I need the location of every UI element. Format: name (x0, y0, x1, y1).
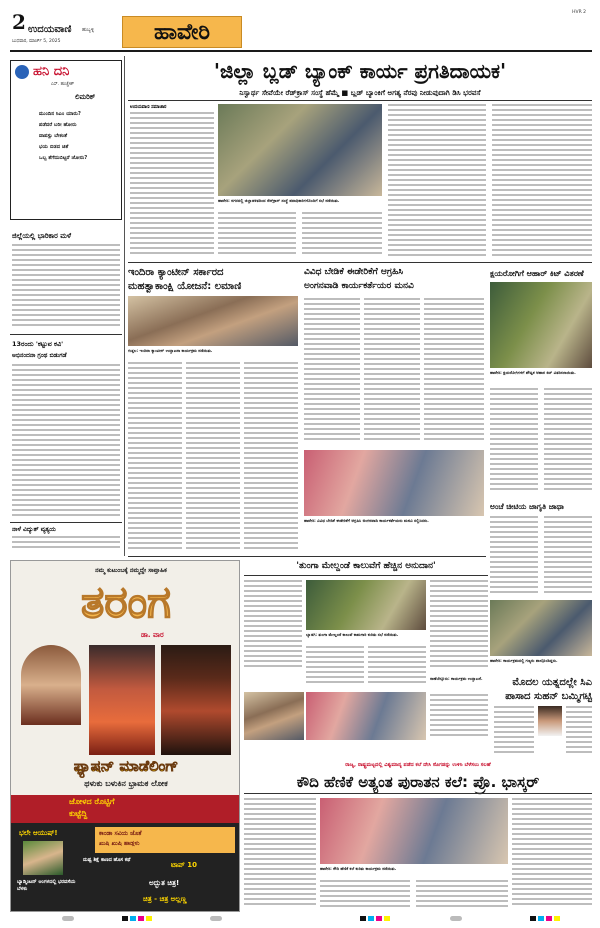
kauda-photo (320, 798, 508, 864)
tb-body-col2 (544, 388, 592, 496)
column-name: ಹನಿ ದನಿ (33, 64, 70, 79)
tunga-headline: 'ತುಂಗಾ ಮೇಲ್ದಂಡೆ ಕಾಲುವೆಗೆ ಹೆಚ್ಚಿನ ಅನುದಾನ' (296, 561, 436, 571)
kauda-body-col4 (512, 798, 592, 910)
sidebar-divider (10, 334, 122, 335)
tb-body-col1 (490, 388, 538, 496)
ad-food-band (11, 795, 240, 823)
first-headline: ಮೊದಲ ಯತ್ನದಲ್ಲೇ ಸಿಎ (512, 677, 592, 688)
ad-feature-sub: ಥಳುಕು ಬಳುಕಿನ ಭ್ರಾಮಕ ಲೋಕ (84, 779, 168, 788)
poem-line: ಮುಂದಿನ ಸಿಎಂ ಯಾರು? (39, 111, 81, 117)
kauda-headline: ಕೌದಿ ಹೆಣಿಕೆ ಅತ್ಯಂತ ಪುರಾತನ ಕಲೆ: ಪ್ರೊ. ಭಾಸ್ಕರ್ (296, 773, 540, 791)
ad-food-line1: ಜೋಳದ ರೊಟ್ಟಿಗೆ (69, 797, 115, 806)
taranga-ad (10, 560, 240, 912)
lead-dateline: ಉದಯವಾಣಿ ಸಮಾಚಾರ (130, 105, 167, 110)
canteen-body-col1 (128, 362, 182, 556)
registration-dot (138, 916, 144, 921)
ad-feature: ಫ್ಯಾಷನ್ ಮಾಡೆಲಿಂಗ್ (73, 757, 179, 775)
lead-bottom-rule (128, 262, 592, 263)
first-headline-2: ಪಾಸಾದ ಸುಹನ್ ಬಮ್ಮಿಗಟ್ಟಿ (505, 691, 592, 702)
ad-promo1: ಭಲೇ ಆಯುಷ್! (19, 829, 58, 837)
masthead (10, 8, 592, 60)
first-body-col1 (494, 706, 534, 760)
tunga-body-col1 (244, 580, 302, 670)
registration-dot (530, 916, 536, 921)
column-logo-icon (15, 65, 29, 79)
registration-dot (554, 916, 560, 921)
kauda-body-col2 (320, 880, 410, 910)
poem-line: ಒಬ್ಬ ತೆಗೆದುಬಿಟ್ಟರೆ ಜೋರು? (39, 155, 88, 161)
sidebar-story2-body (12, 364, 120, 520)
registration-dot (360, 916, 366, 921)
lead-body-col5 (492, 104, 592, 260)
sidebar (10, 56, 122, 554)
ad-food-line2: ಕುಟ್ಟೆದ್ದಿ (69, 809, 88, 818)
page-tag: HVR 2 (572, 10, 586, 15)
canteen-body-col2 (186, 362, 240, 556)
registration-dot (130, 916, 136, 921)
lead-body-col4 (388, 104, 486, 260)
sidebar-divider (10, 522, 122, 523)
registration-dot (122, 916, 128, 921)
masthead-rule (10, 50, 592, 52)
mid-rule (128, 556, 486, 557)
paper-name: ಉದಯವಾಣಿ (28, 24, 72, 35)
lead-photo-caption: ಹಾವೇರಿ: ನಗರದಲ್ಲಿ ಜಿಲ್ಲಾಡಳಿತದಿಂದ ರೆಡ್‌ಕ್ರಾಸ್ ಸಂಸ್ಥೆ ಪದಾಧಿಕಾರಿಗಳೊಂದಿಗೆ ಸಭೆ ನಡೆಯಿತು. (218, 198, 340, 203)
ad-top-line: ನಮ್ಮ ಕುಟುಂಬಕ್ಕೆ ನಮ್ಮದ್ದೇ ಸಾಪ್ತಾಹಿಕ (95, 567, 167, 574)
ad-promo5: ದುಷ್ಟ ಶಿಕ್ಷೆ ಕಾಣದ ಹೊಸ ಕಥೆ (83, 857, 131, 863)
canteen-photo-caption: ಗುತ್ತಲ: ಇಂದಿರಾ ಕ್ಯಾಂಟೀನ್ ಉದ್ಘಾಟನಾ ಕಾರ್ಯಕ್ರಮ ನಡೆಯಿತು. (128, 348, 213, 353)
tunga-photo-caption: ಬ್ಯಾಡಗಿ: ತುಂಗಾ ಮೇಲ್ದಂಡೆ ಕಾಲುವೆ ಕಾಮಗಾರಿ ಕುರಿತು ಸಭೆ ನಡೆಯಿತು. (306, 632, 399, 637)
ad-promo2: ಕಾಂಡಾ ಸವಿಯ ಜೊತೆ (99, 830, 142, 837)
registration-dot (146, 916, 152, 921)
first-photo (490, 600, 592, 656)
sidebar-story3-title: ನಾಳೆ ವಿದ್ಯುತ್ ವ್ಯತ್ಯಯ (12, 526, 56, 533)
first-body-col2 (566, 706, 592, 760)
lead-body-col3 (302, 212, 382, 260)
lead-rule (128, 100, 592, 101)
canteen-photo (128, 296, 298, 346)
ad-promo3: ಟಾಪ್ 10 (171, 861, 197, 869)
poem-line: ಪಡೆದರೆ ಬರೀ ಹೋರು (39, 122, 77, 128)
registration-dot (368, 916, 374, 921)
poem-title: ಲಿಮರಿಕ್ (75, 93, 96, 101)
registration-dot (210, 916, 222, 921)
kauda-body-col3 (416, 880, 508, 910)
registration-dot (62, 916, 74, 921)
first-photo-caption: ಹಾವೇರಿ: ಕಾರ್ಯಕ್ರಮದಲ್ಲಿ ಗಣ್ಯರು ಪಾಲ್ಗೊಂಡಿದ್ದರು. (490, 658, 558, 663)
model-photo-right (161, 645, 231, 755)
column-author: ಎಸ್. ಹುಚ್ಚೇಶ್ (51, 82, 75, 87)
poem-line: ವಾಪಸ್ಸು ಬೇಕಂತೆ (39, 133, 68, 139)
registration-dot (546, 916, 552, 921)
tunga-photo-3 (306, 692, 426, 740)
anganwadi-photo-caption: ಹಾವೇರಿ: ವಿವಿಧ ಬೇಡಿಕೆ ಈಡೇರಿಕೆಗೆ ಆಗ್ರಹಿಸಿ ಅಂಗನವಾಡಿ ಕಾರ್ಯಕರ್ತೆಯರು ಮನವಿ ಸಲ್ಲಿಸಿದರು. (304, 518, 429, 523)
kauda-body-col1 (244, 798, 316, 910)
registration-marks (10, 914, 592, 924)
ad-promo7: ಚಿತ್ರ - ಚಿತ್ರ ಅಲ್ಲಣ್ಣ (143, 895, 187, 903)
canteen-headline-1: ಇಂದಿರಾ ಕ್ಯಾಂಟೀನ್ ಸರ್ಕಾರದ (128, 267, 224, 278)
anchor-body-col2 (544, 516, 592, 596)
tunga-body-col2 (306, 646, 364, 690)
anganwadi-body-col1 (304, 298, 360, 446)
tunga-side-caption: ರಾಣೆಬೆನ್ನೂರು: ಕಾರ್ಯಕ್ರಮ ಉದ್ಘಾಟನೆ. (430, 676, 483, 681)
ad-promo4: ಬ್ಯಾಡ್ಮಿಂಟನ್ ಅಂಗಳದಲ್ಲಿ ಭರವಸೆಯ ಬೆಳಕು (17, 879, 76, 892)
registration-dot (376, 916, 382, 921)
registration-dot (538, 916, 544, 921)
kauda-strap: ರಾಜ್ಯ, ರಾಷ್ಟ್ರಮಟ್ಟದಲ್ಲಿ ವಿಶ್ವಮಾನ್ಯ ಪಡೆದ ಕಲೆ ದೇಸಿ ಸೊಗಡನ್ನು ಉಳಿಸಿ ಬೆಳೆಸಲು ಸಲಹೆ (345, 762, 491, 768)
lead-body-col2 (218, 212, 296, 260)
tunga-body-col4 (430, 580, 488, 670)
anchor-body-col1 (490, 516, 538, 596)
poem-line: ಭಯ ಬಿಡದ ಚಿತೆ (39, 144, 69, 150)
poem-lines (39, 109, 119, 164)
registration-dot (384, 916, 390, 921)
edition-tag: ಹುಬ್ಬಳ್ಳಿ (82, 27, 95, 33)
ad-promo-photo (23, 841, 63, 875)
ad-promo6: ಅದ್ಭುತ ಚಿತ್ರ! (149, 879, 180, 887)
kauda-rule (244, 793, 592, 794)
section-title: ಹಾವೇರಿ (154, 20, 210, 45)
lead-body-col1 (130, 112, 214, 260)
tunga-body-col3 (368, 646, 426, 690)
tb-photo-caption: ಹಾವೇರಿ: ಕ್ಷಯರೋಗಿಗಳಿಗೆ ಪೌಷ್ಟಿಕ ಆಹಾರ ಕಿಟ್ ವಿತರಿಸಲಾಯಿತು. (490, 370, 576, 375)
hani-dani-box (10, 60, 122, 220)
anchor-headline: ಅಂಚೆ ಚೀಟಿಯ ಜಾಗೃತಿ ಜಾಥಾ (490, 502, 564, 511)
lead-headline: 'ಜಿಲ್ಲಾ ಬ್ಲಡ್ ಬ್ಯಾಂಕ್ ಕಾರ್ಯ ಪ್ರಗತಿದಾಯಕ' (213, 59, 507, 83)
model-photo-left (21, 645, 81, 725)
lead-photo (218, 104, 382, 196)
sidebar-story1-body (12, 244, 120, 330)
tunga-photo (306, 580, 426, 630)
tb-headline: ಕ್ಷಯರೋಗಿಗೆ ಆಹಾರ್ ಕಿಟ್ ವಿತರಣೆ (490, 269, 584, 278)
tb-photo (490, 282, 592, 368)
anganwadi-body-col2 (364, 298, 420, 446)
anganwadi-photo (304, 450, 484, 516)
sidebar-vertical-rule (124, 56, 125, 556)
first-portrait (538, 706, 562, 736)
sidebar-story2-subtitle: ಅಭಿನಂದನಾ ಗ್ರಂಥ ಬಿಡುಗಡೆ (12, 352, 67, 359)
sidebar-story2-title: 13ರಂದು 'ಕಟ್ಟುವ ಕವಿ' (12, 340, 64, 348)
anganwadi-headline-1: ವಿವಿಧ ಬೇಡಿಕೆ ಈಡೇರಿಕೆಗೆ ಆಗ್ರಹಿಸಿ (304, 267, 404, 277)
anganwadi-headline-2: ಅಂಗನವಾಡಿ ಕಾರ್ಯಕರ್ತೆಯರ ಮನವಿ (304, 281, 414, 291)
ad-brand: ತರಂಗ (81, 577, 171, 628)
tunga-rule (244, 575, 488, 576)
tunga-photo-2 (244, 692, 304, 740)
registration-dot (450, 916, 462, 921)
lead-subhead: ನಿಸ್ವಾರ್ಥ ಸೇವೆಯೇ ರೆಡ್‌ಕ್ರಾಸ್ ಸಂಸ್ಥೆ ಹೆಮ್ಮೆ ■ ಬ್ಲಡ್ ಬ್ಯಾಂಕಿಗೆ ಅಗತ್ಯ ನೆರವು ನೀಡುವುದಾಗಿ ಡಿಸಿ ಭರವಸೆ (239, 88, 481, 97)
kauda-photo-caption: ಹಾವೇರಿ: ಕೌದಿ ಹೆಣಿಕೆ ಕಲೆ ಕುರಿತು ಕಾರ್ಯಕ್ರಮ ನಡೆಯಿತು. (320, 866, 397, 871)
anganwadi-body-col3 (424, 298, 484, 446)
ad-promo2-box (95, 827, 235, 853)
sidebar-story3-body (12, 536, 120, 554)
canteen-body-col3 (244, 362, 298, 556)
date-line: ಬುಧವಾರ, ಮಾರ್ಚ್ 5, 2025 (12, 39, 61, 44)
canteen-headline-2: ಮಹತ್ವಾಕಾಂಕ್ಷಿ ಯೋಜನೆ: ಲಮಾಣಿ (128, 281, 242, 292)
ad-brand-sub: ಡಾ. ವಾರ (141, 631, 164, 639)
model-photo-center (89, 645, 155, 755)
section-title-box (122, 16, 242, 48)
sidebar-story1-title: ಜಿಲ್ಲೆಯಲ್ಲಿ ಭಾರಿಕಾರ ಮಳೆ (12, 232, 72, 240)
ad-promo2b: ಖುಷಿ ಖುಷಿ ಹಾಡ್ಗಳು (99, 840, 140, 847)
page-number: 2 (12, 10, 26, 34)
